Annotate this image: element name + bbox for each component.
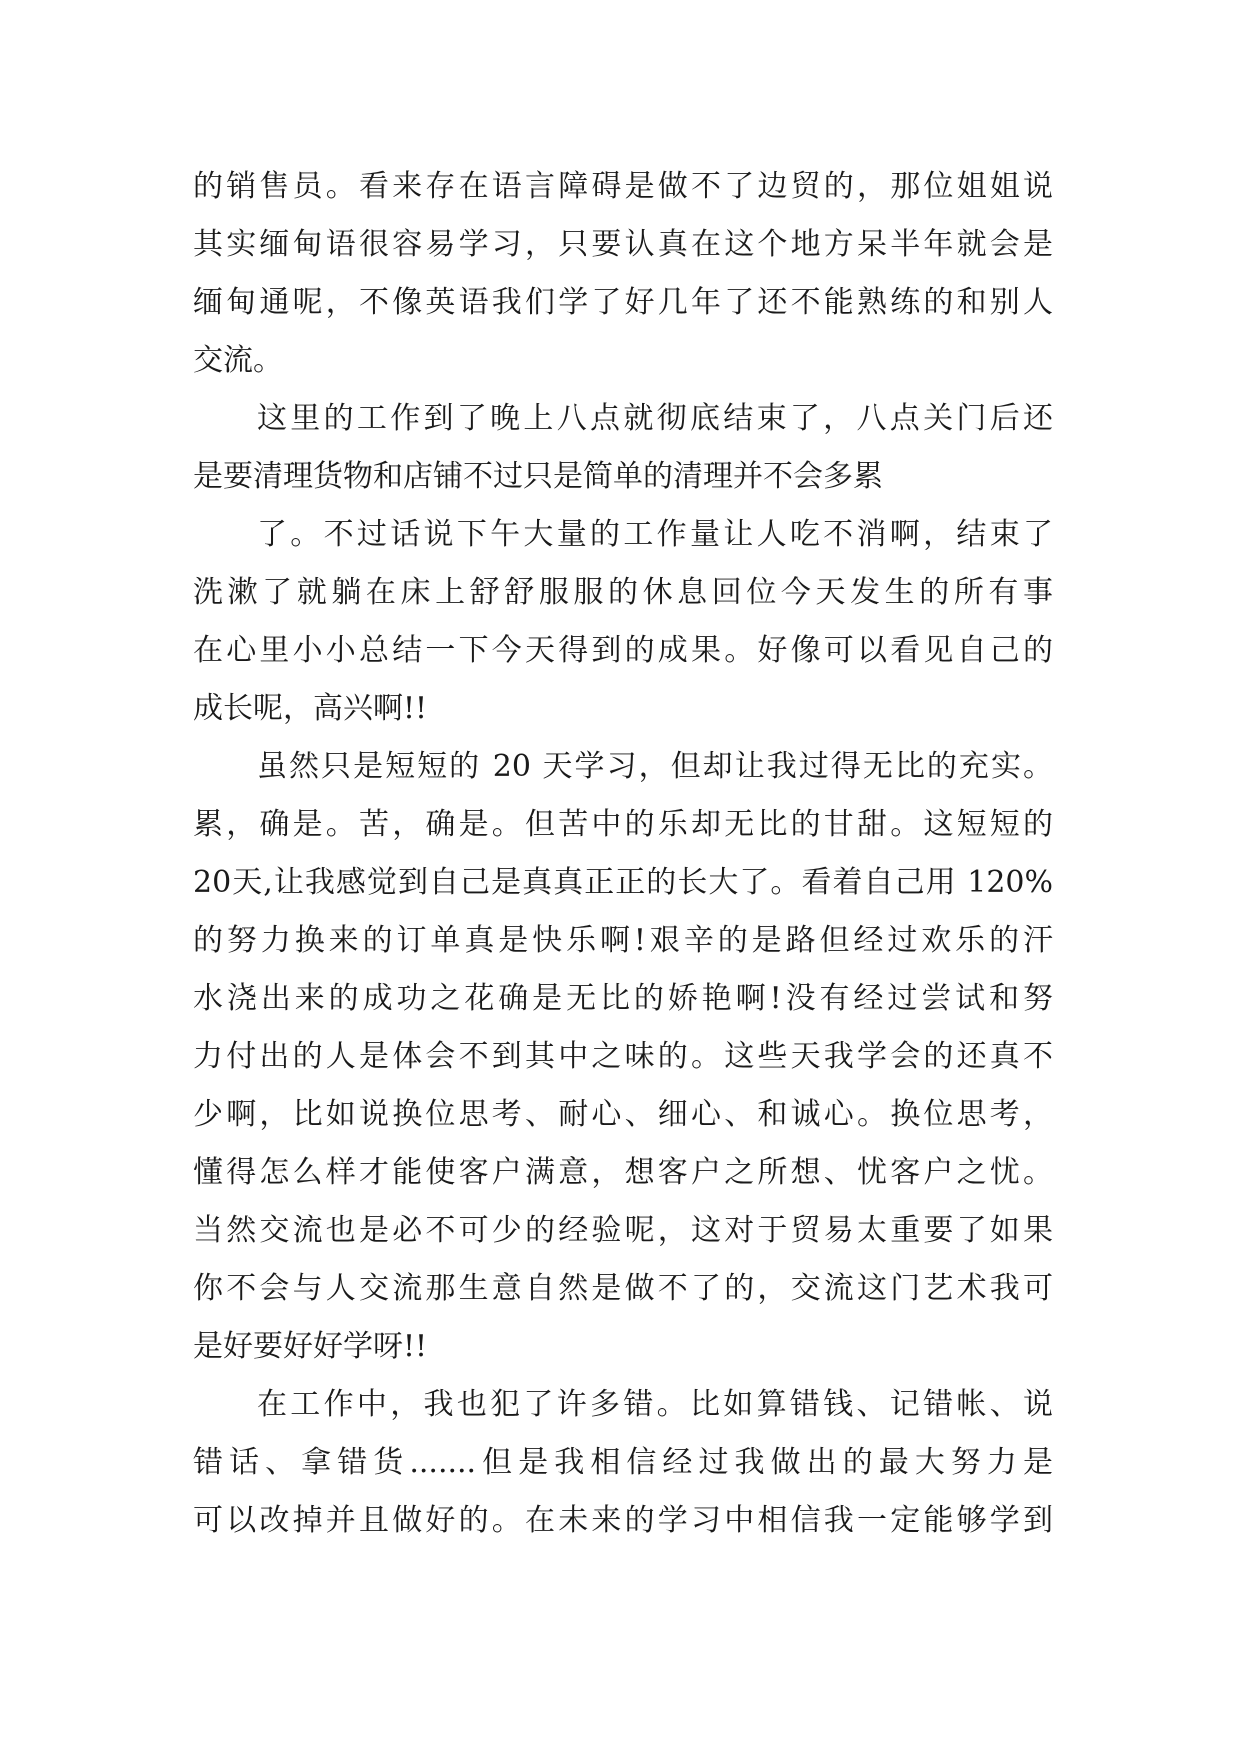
text-line: 你不会与人交流那生意自然是做不了的，交流这门艺术我可 (193, 1271, 1053, 1306)
text-line: 累，确是。苦，确是。但苦中的乐却无比的甘甜。这短短的 (193, 807, 1053, 842)
text-line: 少啊，比如说换位思考、耐心、细心、和诚心。换位思考， (193, 1097, 1053, 1132)
text-line: 20天,让我感觉到自己是真真正正的长大了。看着自己用 120% (193, 865, 1053, 900)
text-line: 力付出的人是体会不到其中之味的。这些天我学会的还真不 (193, 1039, 1053, 1074)
text-line: 的努力换来的订单真是快乐啊!艰辛的是路但经过欢乐的汗 (193, 923, 1053, 958)
text-line: 交流。 (193, 343, 283, 378)
text-line: 水浇出来的成功之花确是无比的娇艳啊!没有经过尝试和努 (193, 981, 1053, 1016)
text-line: 当然交流也是必不可少的经验呢，这对于贸易太重要了如果 (193, 1213, 1053, 1248)
body-text (193, 158, 1053, 1550)
text-line: 在工作中，我也犯了许多错。比如算错钱、记错帐、说 (257, 1387, 1053, 1422)
text-line: 错话、拿错货.......但是我相信经过我做出的最大努力是 (193, 1445, 1053, 1480)
text-line: 是好要好好学呀!! (193, 1329, 428, 1364)
text-line: 了。不过话说下午大量的工作量让人吃不消啊，结束了 (257, 517, 1053, 552)
text-line: 洗漱了就躺在床上舒舒服服的休息回位今天发生的所有事 (193, 575, 1053, 610)
text-line: 的销售员。看来存在语言障碍是做不了边贸的，那位姐姐说 (193, 169, 1053, 204)
text-line: 缅甸通呢，不像英语我们学了好几年了还不能熟练的和别人 (193, 285, 1053, 320)
text-line: 在心里小小总结一下今天得到的成果。好像可以看见自己的 (193, 633, 1053, 668)
text-line: 虽然只是短短的 20 天学习，但却让我过得无比的充实。 (257, 749, 1053, 784)
text-line: 成长呢，高兴啊!! (193, 691, 428, 726)
text-line: 懂得怎么样才能使客户满意，想客户之所想、忧客户之忧。 (193, 1155, 1053, 1190)
text-line: 是要清理货物和店铺不过只是简单的清理并不会多累 (193, 459, 883, 494)
text-line: 其实缅甸语很容易学习，只要认真在这个地方呆半年就会是 (193, 227, 1053, 262)
text-line: 这里的工作到了晚上八点就彻底结束了，八点关门后还 (257, 401, 1053, 436)
text-line: 可以改掉并且做好的。在未来的学习中相信我一定能够学到 (193, 1503, 1053, 1538)
